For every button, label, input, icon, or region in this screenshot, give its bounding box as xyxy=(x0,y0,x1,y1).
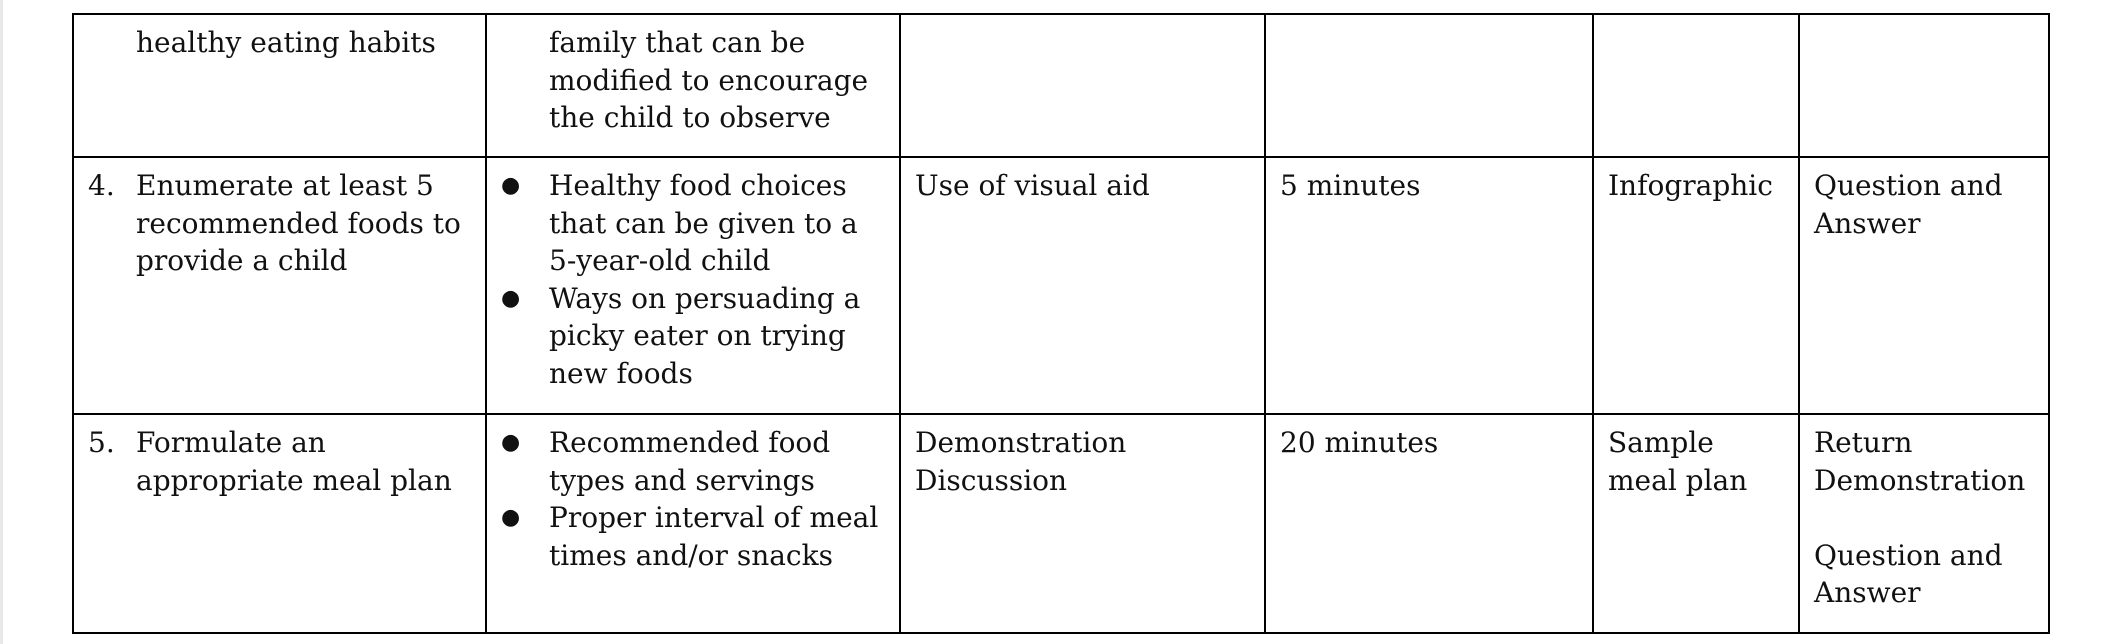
evaluation-text: Return Demonstration xyxy=(1814,426,2026,497)
strategy-cell xyxy=(900,157,1265,414)
materials-cell xyxy=(1593,157,1799,414)
strategy-cell xyxy=(900,14,1265,157)
list-item xyxy=(501,499,885,574)
evaluation-cell xyxy=(1799,14,2049,157)
time-text: 5 minutes xyxy=(1280,169,1421,202)
time-cell xyxy=(1265,14,1593,157)
list-item-text: Proper interval of meal times and/or snacks xyxy=(549,501,879,572)
strategy-text: Use of visual aid xyxy=(915,169,1150,202)
evaluation-text: Question and Answer xyxy=(1814,538,2003,609)
objective-number: 5. xyxy=(88,426,115,459)
content-cell xyxy=(486,14,900,157)
list-item xyxy=(501,167,885,280)
lesson-plan-table xyxy=(72,13,2050,634)
bullet-marker: ● xyxy=(501,505,521,530)
content-cell xyxy=(486,414,900,633)
objective-cell xyxy=(73,14,486,157)
time-text: 20 minutes xyxy=(1280,426,1439,459)
content-list xyxy=(501,24,885,137)
materials-text: Sample meal plan xyxy=(1608,426,1748,497)
list-item-text: Healthy food choices that can be given to a 5-year-old child xyxy=(549,169,858,277)
list-item xyxy=(501,24,885,137)
bullet-marker: ● xyxy=(501,285,521,311)
time-cell xyxy=(1265,414,1593,633)
time-cell xyxy=(1265,157,1593,414)
objective-text: Enumerate at least 5 recommended foods to provide a child xyxy=(136,169,461,277)
list-item xyxy=(501,424,885,499)
objective-cell xyxy=(73,414,486,633)
table-row xyxy=(73,414,2049,633)
materials-cell xyxy=(1593,14,1799,157)
list-item-text: Recommended food types and servings xyxy=(549,426,831,497)
table-row xyxy=(73,14,2049,157)
objective-text: healthy eating habits xyxy=(136,26,436,59)
bullet-marker xyxy=(501,24,549,137)
materials-text: Infographic xyxy=(1608,169,1773,202)
objective-number: 4. xyxy=(88,169,115,202)
list-item-text: Ways on persuading a picky eater on trying new foods xyxy=(549,281,861,390)
strategy-text: Demonstration Discussion xyxy=(915,426,1127,497)
evaluation-text: Question and Answer xyxy=(1814,169,2003,240)
content-cell xyxy=(486,157,900,414)
content-list xyxy=(501,167,885,392)
objective-text: Formulate an appropriate meal plan xyxy=(136,426,452,497)
table-row xyxy=(73,157,2049,414)
objective-cell xyxy=(73,157,486,414)
evaluation-cell xyxy=(1799,414,2049,633)
list-item xyxy=(501,280,885,393)
evaluation-cell xyxy=(1799,157,2049,414)
strategy-cell xyxy=(900,414,1265,633)
list-item-text: family that can be modified to encourage the child to observe xyxy=(549,26,869,134)
bullet-marker: ● xyxy=(501,430,521,455)
content-list xyxy=(501,424,885,574)
materials-cell xyxy=(1593,414,1799,633)
bullet-marker: ● xyxy=(501,173,521,198)
